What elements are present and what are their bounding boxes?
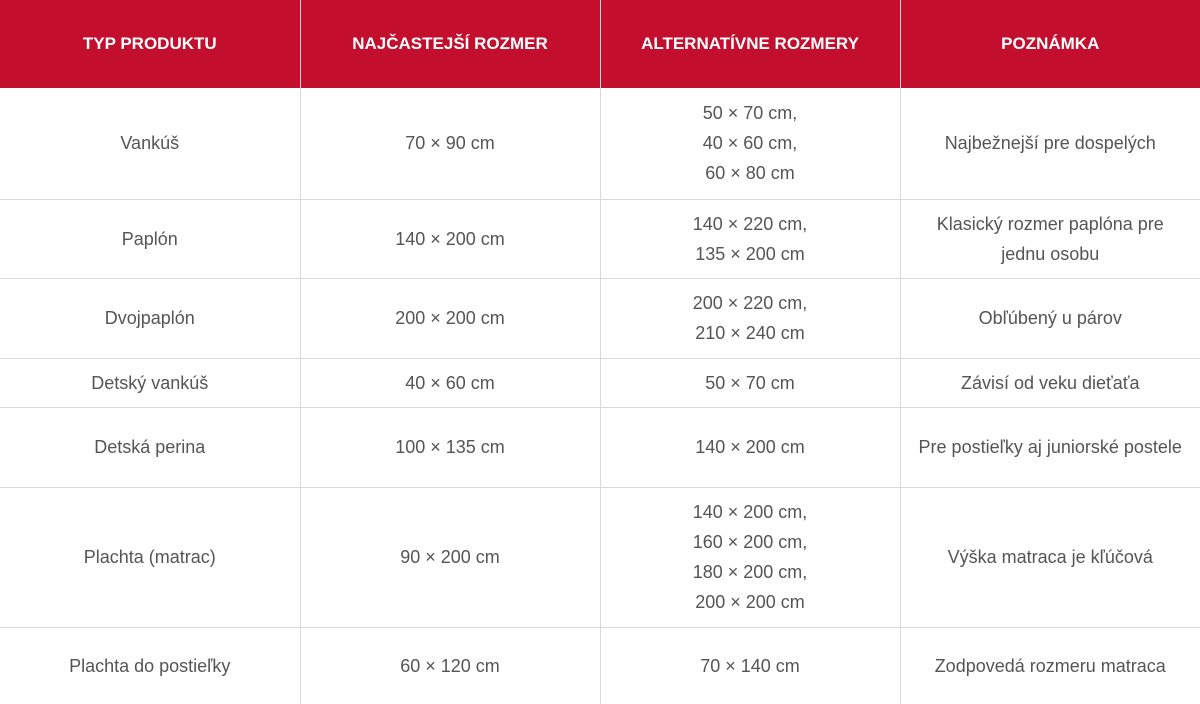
alternative-size: 140 × 200 cm,: [692, 502, 808, 522]
cell-alternative-sizes: [600, 199, 900, 278]
alternative-size: 135 × 200 cm: [695, 243, 805, 264]
cell-alternative-sizes: [600, 627, 900, 704]
alternative-size: 160 × 200 cm,: [692, 532, 808, 552]
cell-alternative-sizes: [600, 358, 900, 407]
table-row: [0, 358, 1200, 407]
cell-product-type: Plachta do postieľky: [0, 627, 300, 704]
alternative-size: 50 × 70 cm,: [702, 103, 798, 124]
cell-note: Závisí od veku dieťaťa: [900, 358, 1200, 407]
cell-product-type: Detská perina: [0, 407, 300, 487]
alternative-size: 200 × 220 cm,: [692, 293, 808, 313]
cell-product-type: Plachta (matrac): [0, 487, 300, 627]
table-row: [0, 627, 1200, 704]
table-row: [0, 199, 1200, 278]
alternative-size: 50 × 70 cm: [705, 372, 795, 393]
table-row: [0, 487, 1200, 627]
cell-alternative-sizes: [600, 88, 900, 199]
cell-common-size: 200 × 200 cm: [300, 278, 600, 358]
alternative-size: 40 × 60 cm,: [702, 133, 798, 154]
cell-common-size: 90 × 200 cm: [300, 487, 600, 627]
cell-alternative-sizes: [600, 407, 900, 487]
header-note: POZNÁMKA: [900, 0, 1200, 88]
header-product-type: TYP PRODUKTU: [0, 0, 300, 88]
table-header-row: [0, 0, 1200, 88]
cell-note: Pre postieľky aj juniorské postele: [900, 407, 1200, 487]
alternative-size: 70 × 140 cm: [700, 655, 800, 676]
cell-common-size: 60 × 120 cm: [300, 627, 600, 704]
cell-common-size: 70 × 90 cm: [300, 88, 600, 199]
cell-note: Obľúbený u párov: [900, 278, 1200, 358]
cell-common-size: 40 × 60 cm: [300, 358, 600, 407]
cell-common-size: 140 × 200 cm: [300, 199, 600, 278]
header-alternative-sizes: ALTERNATÍVNE ROZMERY: [600, 0, 900, 88]
alternative-size: 200 × 200 cm: [695, 592, 805, 612]
cell-product-type: Dvojpaplón: [0, 278, 300, 358]
cell-note: Najbežnejší pre dospelých: [900, 88, 1200, 199]
cell-note: Klasický rozmer paplóna pre jednu osobu: [900, 199, 1200, 278]
cell-alternative-sizes: [600, 487, 900, 627]
cell-product-type: Detský vankúš: [0, 358, 300, 407]
alternative-size: 140 × 200 cm: [695, 437, 805, 457]
header-common-size: NAJČASTEJŠÍ ROZMER: [300, 0, 600, 88]
alternative-size: 140 × 220 cm,: [692, 213, 808, 234]
cell-product-type: Vankúš: [0, 88, 300, 199]
table-row: [0, 407, 1200, 487]
table-row: [0, 88, 1200, 199]
alternative-size: 60 × 80 cm: [705, 163, 795, 184]
alternative-size: 210 × 240 cm: [695, 323, 805, 343]
alternative-size: 180 × 200 cm,: [692, 562, 808, 582]
cell-note: Výška matraca je kľúčová: [900, 487, 1200, 627]
cell-alternative-sizes: [600, 278, 900, 358]
table-row: [0, 278, 1200, 358]
cell-product-type: Paplón: [0, 199, 300, 278]
cell-common-size: 100 × 135 cm: [300, 407, 600, 487]
cell-note: Zodpovedá rozmeru matraca: [900, 627, 1200, 704]
